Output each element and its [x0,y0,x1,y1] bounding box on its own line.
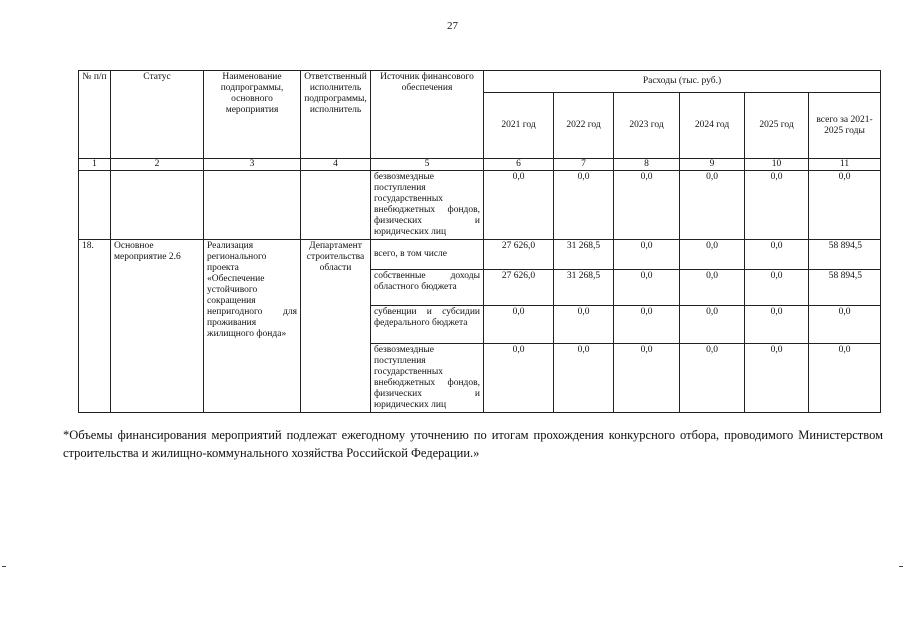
header-source: Источник финансового обеспечения [371,71,484,159]
value-cell: 0,0 [484,344,554,413]
source-cell: безвозмездные поступления государственных внебюджетных фондов, физических и юридических лиц [371,344,484,413]
header-year-2021: 2021 год [484,93,554,159]
column-number: 2 [111,159,204,171]
item-responsible: Департамент строительства области [301,240,371,413]
header-year-2025: 2025 год [745,93,809,159]
value-cell: 27 626,0 [484,240,554,270]
value-cell: 0,0 [614,344,680,413]
column-number-row [79,159,881,171]
value-cell: 0,0 [554,344,614,413]
value-cell: 0,0 [614,306,680,344]
value-cell: 0,0 [680,270,745,306]
value-cell: 0,0 [614,270,680,306]
table-row [79,240,881,270]
column-number: 5 [371,159,484,171]
value-cell: 31 268,5 [554,270,614,306]
table-row-carryover [79,171,881,240]
value-cell: 58 894,5 [809,270,881,306]
item-status: Основное мероприятие 2.6 [111,240,204,413]
value-cell: 0,0 [809,306,881,344]
value-cell: 58 894,5 [809,240,881,270]
header-name: Наименование подпрограммы, основного мероприятия [204,71,301,159]
column-number: 10 [745,159,809,171]
column-number: 3 [204,159,301,171]
right-margin-mark [899,566,903,567]
value-cell: 0,0 [745,240,809,270]
header-expenses: Расходы (тыс. руб.) [484,71,881,93]
value-cell: 0,0 [745,171,809,240]
empty-cell [111,171,204,240]
value-cell: 0,0 [680,240,745,270]
column-number: 9 [680,159,745,171]
item-number: 18. [79,240,111,413]
value-cell: 0,0 [554,171,614,240]
value-cell: 0,0 [809,171,881,240]
left-margin-mark [2,566,6,567]
item-name: Реализация регионального проекта «Обеспечение устойчивого сокращения непригодного для проживания жилищного фонда» [204,240,301,413]
value-cell: 0,0 [745,270,809,306]
value-cell: 0,0 [680,306,745,344]
column-number: 8 [614,159,680,171]
value-cell: 0,0 [484,171,554,240]
source-cell: безвозмездные поступления государственных внебюджетных фондов, физических и юридических лиц [371,171,484,240]
header-num: № п/п [79,71,111,159]
value-cell: 0,0 [745,344,809,413]
column-number: 1 [79,159,111,171]
page-number: 27 [447,20,458,32]
header-status: Статус [111,71,204,159]
empty-cell [301,171,371,240]
header-year-2023: 2023 год [614,93,680,159]
column-number: 11 [809,159,881,171]
value-cell: 0,0 [554,306,614,344]
value-cell: 31 268,5 [554,240,614,270]
source-cell: субвенции и субсидии федерального бюджета [371,306,484,344]
empty-cell [204,171,301,240]
value-cell: 0,0 [680,171,745,240]
header-responsible: Ответственный исполнитель подпрограммы, исполнитель [301,71,371,159]
financing-table [78,70,881,413]
source-cell: всего, в том числе [371,240,484,270]
value-cell: 0,0 [680,344,745,413]
header-total: всего за 2021-2025 годы [809,93,881,159]
value-cell: 0,0 [809,344,881,413]
column-number: 7 [554,159,614,171]
value-cell: 27 626,0 [484,270,554,306]
column-number: 6 [484,159,554,171]
value-cell: 0,0 [745,306,809,344]
source-cell: собственные доходы областного бюджета [371,270,484,306]
empty-cell [79,171,111,240]
header-year-2024: 2024 год [680,93,745,159]
footnote: *Объемы финансирования мероприятий подлежат ежегодному уточнению по итогам прохождения конкурсного отбора, проводимого Министерством строительства и жилищно-коммунального хозяйства Российской Федерации.» [63,428,883,460]
column-number: 4 [301,159,371,171]
value-cell: 0,0 [484,306,554,344]
header-year-2022: 2022 год [554,93,614,159]
value-cell: 0,0 [614,171,680,240]
value-cell: 0,0 [614,240,680,270]
